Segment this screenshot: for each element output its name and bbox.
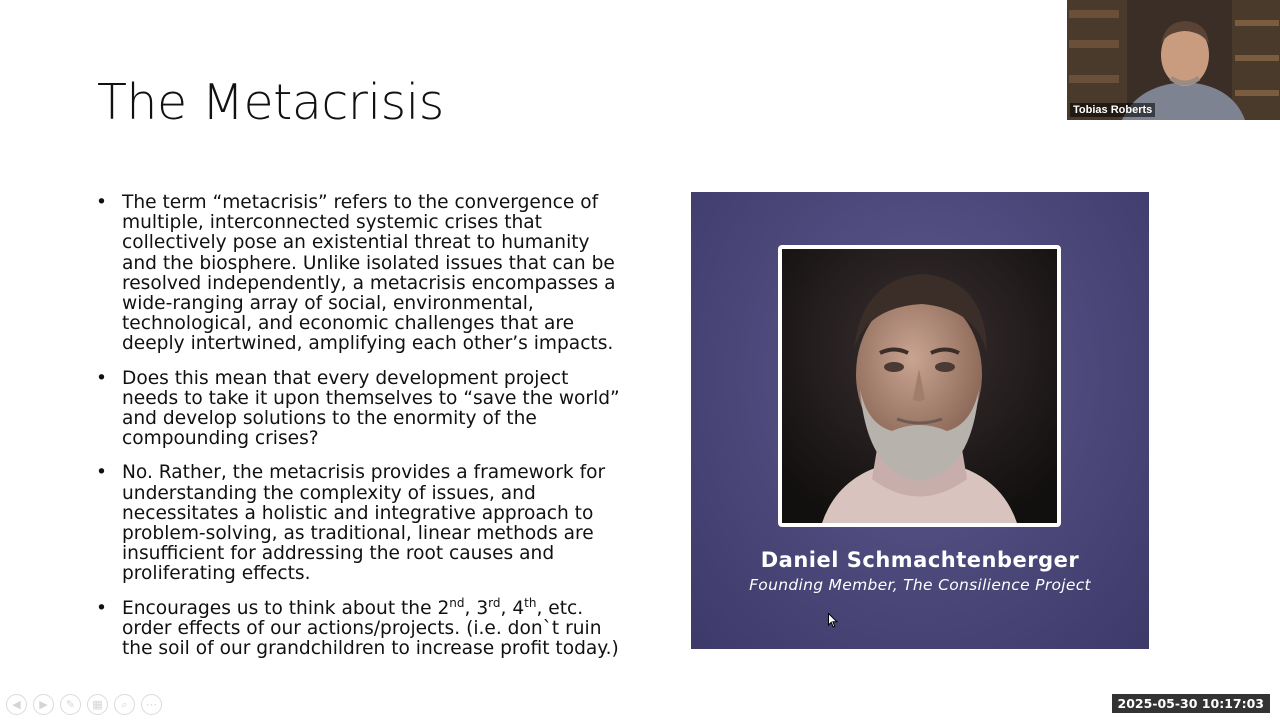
slides-icon[interactable]: ▦ bbox=[87, 694, 108, 715]
participant-video-feed bbox=[1067, 0, 1280, 120]
pen-icon[interactable]: ✎ bbox=[60, 694, 81, 715]
zoom-icon[interactable]: ⌕ bbox=[114, 694, 135, 715]
bullet-item: • Does this mean that every development project needs to take it upon themselves to “save the world” and develop solutions to the enormity of the compounding crises? bbox=[96, 369, 626, 450]
forward-icon[interactable]: ▶ bbox=[33, 694, 54, 715]
superscript: rd bbox=[488, 595, 501, 610]
bullet-item: • No. Rather, the metacrisis provides a framework for understanding the complexity of issues, and necessitates a holistic and integrative approach to problem-solving, as traditional, linear methods are insufficient for addressing the root causes and proliferating effects. bbox=[96, 463, 626, 584]
bullet-text: , etc. order effects of our actions/projects. (i.e. don`t ruin the soil of our grandchildren to increase profit today.) bbox=[122, 597, 619, 660]
superscript: th bbox=[524, 595, 537, 610]
mouse-pointer-icon bbox=[828, 613, 838, 628]
bullet-text: , 4 bbox=[500, 597, 525, 619]
bullet-text: , 3 bbox=[464, 597, 489, 619]
portrait-illustration bbox=[782, 249, 1057, 523]
slide-toolbar bbox=[6, 694, 162, 715]
person-role: Founding Member, The Consilience Project bbox=[749, 576, 1091, 594]
back-icon[interactable]: ◀ bbox=[6, 694, 27, 715]
slide-title: The Metacrisis bbox=[97, 74, 444, 131]
person-name: Daniel Schmachtenberger bbox=[760, 548, 1080, 572]
bullet-text: Encourages us to think about the 2 bbox=[122, 597, 450, 619]
bullet-item bbox=[96, 595, 626, 660]
participant-video-tile[interactable] bbox=[1067, 0, 1280, 120]
bullet-item: • The term “metacrisis” refers to the convergence of multiple, interconnected systemic crises that collectively pose an existential threat to humanity and the biosphere. Unlike isolated issues that can be resolved independently, a metacrisis encompasses a wide-ranging array of social, environmental, technological, and economic challenges that are deeply intertwined, amplifying each other’s impacts. bbox=[96, 193, 626, 355]
participant-name-label: Tobias Roberts bbox=[1070, 103, 1155, 117]
recording-timestamp: 2025-05-30 10:17:03 bbox=[1112, 694, 1271, 713]
more-icon[interactable]: ⋯ bbox=[141, 694, 162, 715]
bullet-list bbox=[96, 193, 626, 673]
portrait-photo bbox=[778, 245, 1061, 527]
superscript: nd bbox=[449, 595, 465, 610]
speaker-image-card bbox=[691, 192, 1149, 649]
